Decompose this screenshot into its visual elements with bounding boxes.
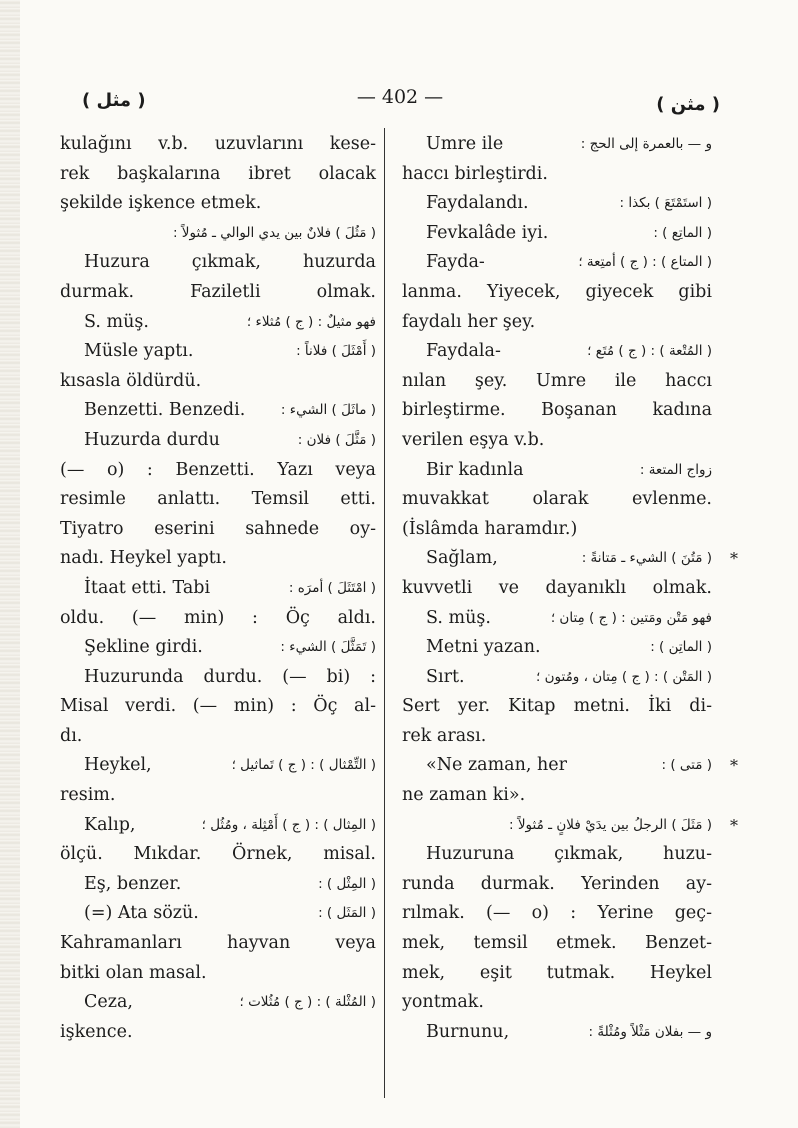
entry-text: mek, eşit tutmak. Heykel [402, 962, 712, 983]
entry-text: resim. [60, 785, 116, 806]
dictionary-line [60, 160, 376, 190]
arabic-headword: ( المِثال ) : ( ج ) أَمْثِلة ، ومُثُل ؛ [201, 816, 376, 833]
entry-text: oldu. (— min) : Öç aldı. [60, 607, 376, 628]
entry-star-marker: * [730, 815, 738, 835]
entry-text: Huzurunda durdu. (— bi) : [84, 666, 376, 687]
entry-text: Sert yer. Kitap metni. İki di- [402, 696, 712, 717]
page-number: — 402 — [356, 86, 444, 108]
arabic-headword: و — بالعمرة إلى الحج : [580, 136, 712, 152]
entry-text: rek arası. [402, 725, 487, 746]
entry-text: Benzetti. Benzedi. [84, 400, 246, 421]
dictionary-line [60, 633, 376, 663]
dictionary-line [402, 781, 712, 811]
entry-text: «Ne zaman, her [426, 755, 568, 776]
dictionary-line [402, 160, 712, 190]
dictionary-line [402, 604, 712, 634]
entry-text: haccı birleştirdi. [402, 163, 548, 184]
entry-text: işkence. [60, 1021, 133, 1042]
arabic-headword: ( امْتَثَلَ ) أمرَه : [288, 579, 376, 596]
entry-text: rılmak. (— o) : Yerine geç- [402, 903, 712, 924]
entry-text: (İslâmda haramdır.) [402, 518, 578, 539]
dictionary-line [60, 544, 376, 574]
dictionary-line [402, 367, 712, 397]
entry-text: verilen eşya v.b. [402, 429, 545, 450]
entry-text: İtaat etti. Tabi [84, 577, 211, 598]
entry-text: Faydalandı. [426, 193, 529, 214]
arabic-headword: زواج المتعة : [639, 461, 712, 478]
entry-text: Huzurda durdu [84, 429, 220, 450]
arabic-headword: ( الماتِع ) : [653, 224, 712, 241]
dictionary-line [60, 929, 376, 959]
entry-text: Faydala- [426, 341, 501, 362]
entry-text: Huzura çıkmak, huzurda [84, 252, 376, 273]
dictionary-line [402, 485, 712, 515]
dictionary-line [60, 781, 376, 811]
dictionary-line [402, 308, 712, 338]
dictionary-line [402, 456, 712, 486]
left-column [60, 130, 376, 1047]
entry-text: resimle anlattı. Temsil etti. [60, 489, 376, 510]
dictionary-line [60, 811, 376, 841]
dictionary-line [60, 367, 376, 397]
dictionary-line [60, 396, 376, 426]
dictionary-line [60, 219, 376, 249]
entry-text: mek, temsil etmek. Benzet- [402, 933, 712, 954]
dictionary-line [60, 751, 376, 781]
dictionary-line [402, 426, 712, 456]
dictionary-line [60, 456, 376, 486]
entry-text: Ceza, [84, 992, 133, 1013]
entry-text: lanma. Yiyecek, giyecek gibi [402, 281, 712, 302]
arabic-headword: ( مَتى ) : [661, 757, 712, 774]
entry-text: Misal verdi. (— min) : Öç al- [60, 696, 376, 717]
dictionary-line [402, 515, 712, 545]
dictionary-line [402, 574, 712, 604]
dictionary-line [402, 396, 712, 426]
dictionary-line [60, 485, 376, 515]
dictionary-line [402, 959, 712, 989]
dictionary-line [60, 722, 376, 752]
right-column [402, 130, 738, 1047]
dictionary-line [402, 633, 712, 663]
entry-text: bitki olan masal. [60, 962, 207, 983]
entry-text: runda durmak. Yerinden ay- [402, 873, 712, 894]
entry-text: Sırt. [426, 666, 465, 687]
entry-text: nadı. Heykel yaptı. [60, 548, 227, 569]
arabic-headword: ( مَثَلَ ) الرجلُ بين يدَيْ فلانٍ ـ مُثولاً : [509, 816, 712, 833]
entry-text: nılan şey. Umre ile haccı [402, 370, 712, 391]
arabic-headword: فهو مَتْن ومَتين : ( ج ) مِتان ؛ [550, 609, 712, 626]
arabic-headword: ( مَثُلَ ) فلانٌ بين يدي الوالي ـ مُثولاً : [172, 224, 376, 241]
entry-text: Fevkalâde iyi. [426, 222, 549, 243]
dictionary-line [402, 692, 712, 722]
dictionary-line [402, 722, 712, 752]
entry-text: ne zaman ki». [402, 785, 526, 806]
entry-text: Burnunu, [426, 1021, 510, 1042]
entry-text: Bir kadınla [426, 459, 524, 480]
entry-text: dı. [60, 725, 83, 746]
entry-text: faydalı her şey. [402, 311, 536, 332]
dictionary-line [60, 248, 376, 278]
entry-text: muvakkat olarak evlenme. [402, 489, 712, 510]
arabic-headword: ( المَتْن ) : ( ج ) مِتان ، ومُتون ؛ [536, 668, 712, 685]
header-right-guideword: ( مثن ) [656, 94, 720, 115]
dictionary-line [402, 544, 738, 574]
entry-text: Metni yazan. [426, 637, 541, 658]
arabic-headword: ( استَمْتَعَ ) بكذا : [619, 195, 712, 212]
entry-text: Heykel, [84, 755, 152, 776]
dictionary-line [60, 1018, 376, 1048]
entry-star-marker: * [730, 549, 738, 569]
dictionary-line [60, 130, 376, 160]
dictionary-line [60, 278, 376, 308]
entry-text: şekilde işkence etmek. [60, 193, 262, 214]
dictionary-line [402, 189, 712, 219]
dictionary-line [402, 811, 738, 841]
dictionary-line [402, 870, 712, 900]
arabic-headword: ( ماثَلَ ) الشيء : [280, 402, 376, 419]
dictionary-line [402, 988, 712, 1018]
scan-edge-shadow [0, 0, 20, 1128]
arabic-headword: ( المُثْلة ) : ( ج ) مُثُلات ؛ [239, 994, 376, 1011]
entry-text: yontmak. [402, 992, 484, 1013]
dictionary-line [60, 574, 376, 604]
dictionary-line [402, 337, 712, 367]
entry-text: (— o) : Benzetti. Yazı veya [60, 459, 376, 480]
entry-text: Eş, benzer. [84, 873, 182, 894]
arabic-headword: ( مَثَّلَ ) فلان : [297, 431, 376, 448]
dictionary-line [60, 604, 376, 634]
arabic-headword: ( التِّمْثال ) : ( ج ) تَماثيل ؛ [231, 757, 376, 774]
dictionary-line [60, 663, 376, 693]
arabic-headword: ( تَمَثَّلَ ) الشيء : [280, 639, 376, 656]
entry-text: Umre ile [426, 134, 504, 154]
entry-text: birleştirme. Boşanan kadına [402, 400, 712, 421]
arabic-headword: ( المِثْل ) : [318, 875, 376, 892]
dictionary-line [60, 988, 376, 1018]
dictionary-line [60, 899, 376, 929]
dictionary-line [402, 751, 738, 781]
entry-text: kuvvetli ve dayanıklı olmak. [402, 577, 712, 598]
dictionary-line [60, 959, 376, 989]
entry-text: Kalıp, [84, 814, 136, 835]
dictionary-line [60, 692, 376, 722]
arabic-headword: ( المتاع ) : ( ج ) أمتِعة ؛ [578, 254, 712, 271]
dictionary-line [60, 515, 376, 545]
entry-text: Fayda- [426, 252, 485, 273]
arabic-headword: ( المَثَل ) : [318, 905, 376, 922]
entry-text: Tiyatro eserini sahnede oy- [60, 518, 376, 539]
dictionary-line [402, 663, 712, 693]
dictionary-line [60, 308, 376, 338]
arabic-headword: ( أَمْثَلَ ) فلاناً : [296, 343, 376, 360]
entry-text: Şekline girdi. [84, 637, 203, 658]
arabic-headword: ( الماتِن ) : [650, 639, 712, 656]
dictionary-line [402, 219, 712, 249]
dictionary-line [402, 840, 712, 870]
dictionary-line [60, 337, 376, 367]
entry-text: ölçü. Mıkdar. Örnek, misal. [60, 844, 376, 865]
dictionary-line [402, 929, 712, 959]
dictionary-line [402, 278, 712, 308]
dictionary-line [60, 840, 376, 870]
entry-text: durmak. Faziletli olmak. [60, 281, 376, 302]
entry-text: Müsle yaptı. [84, 341, 194, 362]
arabic-headword: و — بفلان مَثْلاً ومُثْلةً : [588, 1023, 712, 1040]
arabic-headword: ( مَتُنَ ) الشيء ـ مَتانةً : [581, 550, 712, 567]
dictionary-line [402, 1018, 712, 1048]
entry-text: kısasla öldürdü. [60, 370, 202, 391]
entry-text: rek başkalarına ibret olacak [60, 163, 376, 184]
entry-text: Huzuruna çıkmak, huzu- [426, 844, 712, 865]
entry-text: (=) Ata sözü. [84, 903, 199, 924]
entry-text: Sağlam, [426, 548, 498, 569]
dictionary-line [402, 248, 712, 278]
entry-text: Kahramanları hayvan veya [60, 933, 376, 954]
page-header [80, 84, 720, 124]
dictionary-line [60, 426, 376, 456]
arabic-headword: فهو مثيلٌ : ( ج ) مُثلاء ؛ [246, 313, 376, 330]
entry-star-marker: * [730, 756, 738, 776]
entry-text: kulağını v.b. uzuvlarını kese- [60, 134, 376, 154]
dictionary-line [402, 130, 712, 160]
arabic-headword: ( المُتْعة ) : ( ج ) مُتَع ؛ [587, 343, 712, 360]
header-left-guideword: ( مثل ) [82, 90, 146, 111]
column-divider [384, 128, 385, 1098]
entry-text: S. müş. [84, 311, 149, 332]
dictionary-line [60, 870, 376, 900]
dictionary-line [60, 189, 376, 219]
entry-text: S. müş. [426, 607, 491, 628]
dictionary-line [402, 899, 712, 929]
